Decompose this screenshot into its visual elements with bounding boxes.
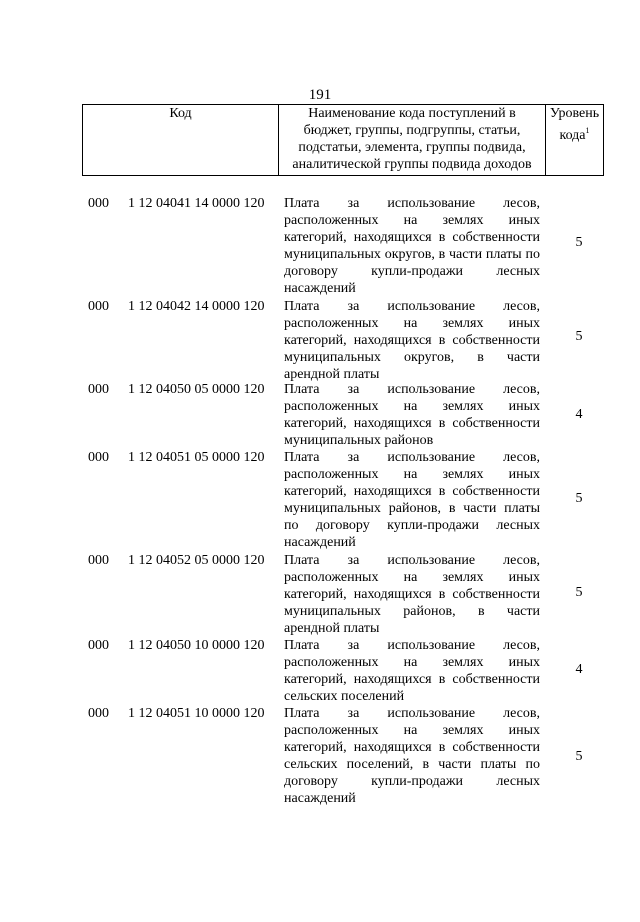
admin-code: 000: [88, 382, 109, 397]
admin-code: 000: [88, 553, 109, 568]
revenue-code: 1 12 04051 10 0000 120: [128, 706, 265, 721]
header-name: Наименование кода поступлений в бюджет, группы, подгруппы, статьи, подстатьи, элемента, группы подвида, аналитической группы подвида доходов: [292, 106, 532, 172]
header-level-line2: кода: [559, 128, 586, 143]
header-level-line1: Уровень: [549, 106, 600, 121]
header-divider: [603, 104, 604, 176]
admin-code: 000: [88, 196, 109, 211]
code-level: 5: [575, 329, 583, 344]
revenue-name: Плата за использование лесов, расположенных на землях иных категорий, находящихся в собственности муниципальных районов: [284, 382, 540, 448]
header-divider: [278, 104, 279, 176]
revenue-code: 1 12 04041 14 0000 120: [128, 196, 265, 211]
admin-code: 000: [88, 706, 109, 721]
code-level: 5: [575, 585, 583, 600]
revenue-code: 1 12 04042 14 0000 120: [128, 299, 265, 314]
code-level: 5: [575, 749, 583, 764]
revenue-code: 1 12 04052 05 0000 120: [128, 553, 265, 568]
revenue-name: Плата за использование лесов, расположенных на землях иных категорий, находящихся в собственности сельских поселений, в части платы по договору купли-продажи лесных насаждений: [284, 706, 540, 806]
revenue-code: 1 12 04051 05 0000 120: [128, 450, 265, 465]
revenue-code: 1 12 04050 10 0000 120: [128, 638, 265, 653]
code-level: 5: [575, 491, 583, 506]
revenue-name: Плата за использование лесов, расположенных на землях иных категорий, находящихся в собственности муниципальных районов, в части арендной платы: [284, 553, 540, 636]
revenue-name: Плата за использование лесов, расположенных на землях иных категорий, находящихся в собственности сельских поселений: [284, 638, 540, 704]
header-code: Код: [169, 106, 192, 121]
revenue-name: Плата за использование лесов, расположенных на землях иных категорий, находящихся в собственности муниципальных округов, в части платы по договору купли-продажи лесных насаждений: [284, 196, 540, 296]
revenue-name: Плата за использование лесов, расположенных на землях иных категорий, находящихся в собственности муниципальных районов, в части платы по договору купли-продажи лесных насаждений: [284, 450, 540, 550]
code-level: 5: [575, 235, 583, 250]
revenue-name: Плата за использование лесов, расположенных на землях иных категорий, находящихся в собственности муниципальных округов, в части арендной платы: [284, 299, 540, 382]
header-level-footnote: 1: [585, 126, 590, 135]
revenue-code: 1 12 04050 05 0000 120: [128, 382, 265, 397]
code-level: 4: [575, 662, 583, 677]
header-level: [546, 105, 603, 144]
code-level: 4: [575, 407, 583, 422]
admin-code: 000: [88, 638, 109, 653]
admin-code: 000: [88, 450, 109, 465]
page-number: 191: [308, 87, 332, 103]
admin-code: 000: [88, 299, 109, 314]
